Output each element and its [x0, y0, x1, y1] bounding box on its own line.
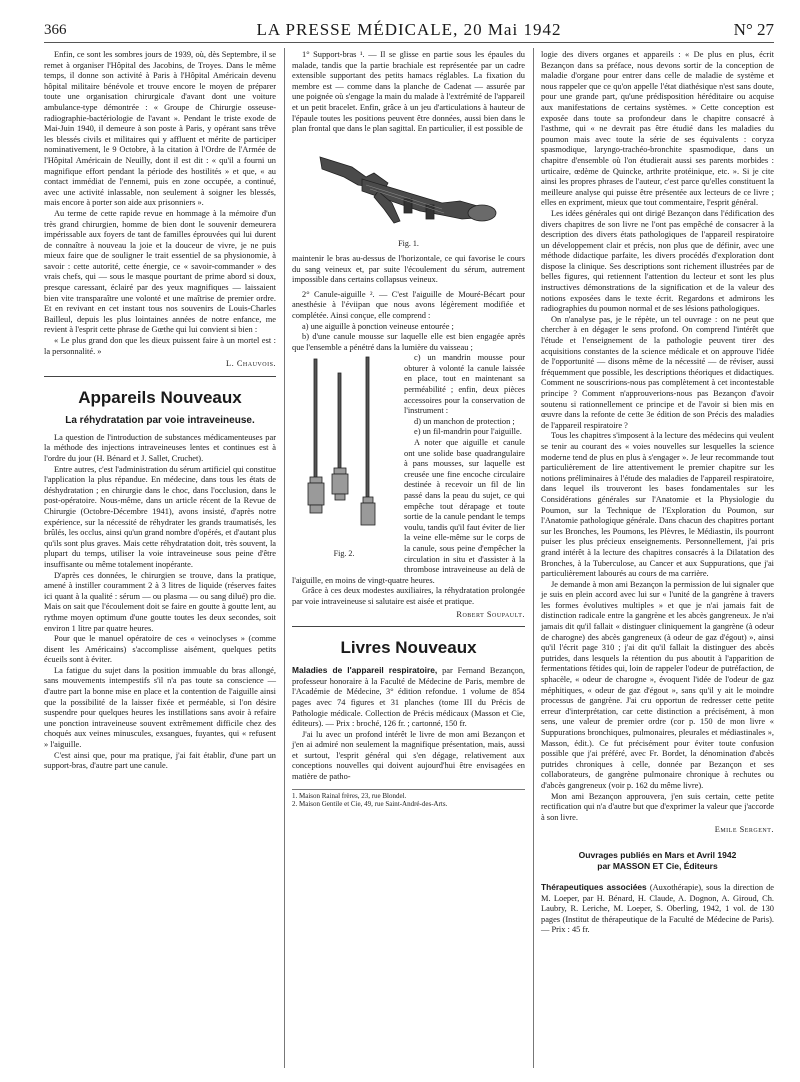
footnote: 2. Maison Gentile et Cie, 49, rue Saint-André-des-Arts.: [292, 800, 448, 809]
review-paragraph: Tous les chapitres s'imposent à la lecture des médecins qui veulent se tenir au courant des « voies nouvelles sur lesquelles la science moderne tend de plus en plus à s'engager ». Je leur recommande tout particulièrement de lire attentivement le premier chapitre sur les notions préliminaires à l'étude des maladies de l'appareil respiratoire, dans lequel ils trouveront les bases fondamentales sur les Considérations générales sur l'Anatomie et la Physiologie du Poumon, sur la Technique de l'Exploration du Poumon, sur l'Anatomie pathologique générale. Dans chacun des chapitres portant sur les Bronches, les Poumons, les Plèvres, le Médiastin, ils pourront puiser les plus précieux enseignements. Personnellement, j'ai pris grand intérêt à la lecture des chapitres consacrés à la Dilatation des Bronches, à la Tuberculose, au Cancer et aux Suppurations, que j'ai particulièrement labourés au cours de ma carrière.: [541, 431, 774, 579]
section-rule: [44, 376, 276, 377]
arm-support-illustration: [292, 139, 525, 234]
article-paragraph: C'est ainsi que, pour ma pratique, j'ai fait établir, d'une part un support-bras, d'autre part une canule.: [44, 750, 276, 771]
obituary-signature: L. Chauvois.: [226, 359, 276, 369]
review-paragraph: Les idées générales qui ont dirigé Bezançon dans l'édification des divers chapitres de son livre ne l'ont pas empêché de consacrer à la description des divers états pathologiques de l'appareil respiratoire un développement clair et précis, non plus que de définir, avec une méthode didactique parfaite, les divers procédés d'exploration dont dispose la clinique. Ses descriptions sont richement illustrées par de belles figures, qui retiennent l'attention du lecteur et sont les plus instructives démonstrations de la signification et de la valeur des notions exposées dans le texte écrit. Regardons et admirons les radiographies du poumon normal et de ses lésions pathologiques.: [541, 208, 774, 314]
canule-details-paragraph: A noter que aiguille et canule ont une solide base quadrangulaire à pans mousses, sur laquelle est creusée une fine encoche circulaire destinée à recevoir un fil de lin passé dans la peau du sujet, ce qui empêche tout dérapage et toute sortie de la canule pendant le temps voulu, tandis qu'il faut éviter de lier la veine elle-même sur le corps de la canule, sous peine d'empêcher la circulation in situ et d'assister à la thrombose intraveineuse au delà de l'aiguille, en moins de vingt-quatre heures.: [292, 438, 525, 585]
obituary-paragraph: Au terme de cette rapide revue en hommage à la mémoire d'un très grand chirurgien, homme de bien dont le souvenir demeurera impérissable aux foyers de tant de familles éprouvées qui lui durent de connaître à nouveau la joie et la douceur de vivre, je ne puis mieux faire que de souligner le trait essentiel de sa physionomie, à savoir : cette autorité, cette énergie, ce « savoir-commander » des vrais chefs, qui — sous le masque pourtant de prime abord si doux, presque caressant, éclairé par des yeux magnifiques — laissaient bien vite transparaître une volonté et une maîtrise de premier ordre. Et en revivant en cet instant tous nos souvenirs de Louis-Charles Bailleul, depuis les plus lointaines années de notre enfance, me revient à l'esprit cette phrase de Gœthe qui lui convient si bien :: [44, 208, 276, 335]
column-2: [292, 50, 525, 809]
needle-cannula-illustration: [292, 353, 396, 543]
component-item-d: d) un manchon de protection ;: [414, 416, 515, 426]
review-paragraph: On n'analyse pas, je le répète, un tel ouvrage : on ne peut que chercher à en dégager le sens profond. On comprend l'intérêt que l'étude et l'enseignement de la pathologie peuvent tirer des acquisitions constantes de la science médicale et on approuve l'idée de l'opportunité — disons même de la nécessité — de réviser, aussi fréquemment que possible, les descriptions théoriques et didactiques. Comment ne souscririons-nous pas complètement à cet incontestable principe ? Comment n'approuverions-nous pas Bezançon d'avoir soutenu si rationnellement ce principe et de l'avoir si bien mis en œuvre dans la refonte de cette 3e édition de son Précis des maladies de l'appareil respiratoire ?: [541, 314, 774, 430]
book-meta: (Auxothérapie), sous la direction de M. Loeper, par H. Bénard, H. Claude, A. Dognon, A. Giroud, Ch. Laubry, R. Leriche, M. Loeper, S. Oberling, 1942, 1 vol. de 130 pages (Institut de thérapeutique de la Faculté de Médecine de Paris). — Prix : 45 fr.: [541, 882, 775, 935]
support-bras-paragraph: 1° Support-bras ¹. — Il se glisse en partie sous les épaules du malade, tandis que la partie brachiale est représentée par un cadre extensible supportant des petits hamacs réglables. La fixation du membre est — comme dans la planche de Cadenat — assurée par une poignée où s'engage la main du malade à l'extrémité de l'appareil et un petit bracelet. Enfin, grâce à un jeu d'articulations à hauteur de l'épaule toutes les positions peuvent être données, aussi bien dans le plan frontal que dans le plan sagittal. En particulier, il est possible de: [292, 50, 525, 134]
issue-number: N° 27: [733, 20, 774, 39]
section-title-livres: Livres Nouveaux: [340, 638, 477, 658]
article-title: La réhydratation par voie intraveineuse.: [65, 414, 255, 426]
review-paragraph: Je demande à mon ami Bezançon la permission de lui signaler que je suis en plein accord avec lui sur « l'unité de la gangrène à travers les formes évolutives multiples » et que je n'ai jamais fait de distinction radicale entre la gangrène et les abcès gangreneux. Je n'ai jamais dit qu'il fallait « distinguer cliniquement la gangrène (à odeur de charogne) des abcès gangreneux (à odeur de gaz d'égout) », ainsi qu'il l'écrit page 310 ; j'ai dit qu'il fallait la distinguer des abcès putrides, dans lesquels la rétention du pus aboutit à l'apparition de fermentations fétides qui, loin de rappeler l'odeur de putréfaction, de sphacèle, « odeur de charogne », évoquent l'idée de l'odeur de gaz méphitiques, « odeur de gaz d'égout », sans qu'il y ait le moindre processus de gangrène. J'ai cru opportun de redresser cette petite erreur d'interprétation, car cette distinction a précisément, à mon sens, une valeur de premier ordre (cor p. 150 de mon livre « Suppurations bronchiques, pulmonaires, pleurales et médiastinales », Masson, édit.). Ce fut précisément pour éviter toute confusion possible que j'ai préféré, avec Fr. Bordet, la dénomination d'abcès putrides chroniques à celle, donnée par Bezançon et ses collaborateurs, de gangrène pulmonaire chronique à rechutes ou d'abcès gangreneux (voir p. 162 du même livre).: [541, 579, 774, 790]
book-entry: [292, 665, 525, 730]
component-item-e: e) un fil-mandrin pour l'aiguille.: [414, 427, 522, 437]
article-paragraph: D'après ces données, le chirurgien se trouve, dans la pratique, amené à instiller couramment 2 à 3 litres de liquide (réserves faites ici quant à la qualité : sérum — ou plasma — ou sang dilué) pro die. Mais on sait que l'écoulement doit se faire en goutte à goutte lent, au rythme moyen optimum d'une goutte toutes les deux secondes, soit environ 1 litre par quatre heures.: [44, 570, 276, 633]
article-signature: Robert Soupault.: [456, 609, 525, 619]
figure-1-caption: Fig. 1.: [398, 239, 419, 249]
canule-aiguille-paragraph: 2° Canule-aiguille ². — C'est l'aiguille de Mouré-Bécart pour anesthésie à l'éviipan que nous avons légèrement modifiée et complétée. Ainsi conçue, elle comprend :: [292, 289, 525, 320]
column-1: [44, 50, 276, 772]
journal-title: LA PRESSE MÉDICALE, 20 Mai 1942: [256, 20, 562, 39]
publisher-note: [541, 850, 774, 872]
book-meta: par Fernand Bezançon, professeur honoraire à la Faculté de Médecine de Paris, membre de l'Académie de Médecine, 3° édition refondue. 1 volume de 854 pages avec 74 figures et 31 planches (tome III du Précis de Pathologie médicale. Collection de Précis médicaux (Masson et Cie, éditeurs). — Prix : broché, 126 fr. ; cartonné, 150 fr.: [292, 666, 526, 729]
newspaper-page: [44, 0, 774, 1082]
figure-2-needle-cannula: [292, 353, 396, 563]
book-title: Thérapeutiques associées: [541, 881, 647, 892]
book-review-paragraph: J'ai lu avec un profond intérêt le livre de mon ami Bezançon et j'en ai admiré non seulement la magnifique présentation, mais, aussi et surtout, l'esprit général qui s'en dégage, relativement aux conceptions nouvelles qui doivent aujourd'hui être envisagées en matière de patho-: [292, 729, 525, 782]
section-title-appareils: Appareils Nouveaux: [78, 387, 242, 407]
figure-2-caption: Fig. 2.: [333, 548, 355, 558]
figure-1-arm-support: [292, 139, 525, 250]
article-paragraph: Pour que le manuel opératoire de ces « veinoclyses » (comme disent les Américains) s'accomplisse aisément, quelques petits écueils sont à éviter.: [44, 634, 276, 665]
publisher-note-line: par MASSON ET Cie, Éditeurs: [597, 860, 718, 871]
review-paragraph: logie des divers organes et appareils : « De plus en plus, écrit Bezançon dans sa préface, nous devons sortir de la conception de maladie d'organe pour entrer dans celle de maladie de système et nous rappeler que ce qu'on appelle l'état diathésique n'est sans doute, pour une grande part, qu'une prédisposition héréditaire ou acquise aux manifestations de certains systèmes. » Cette conception est exposée dans toute sa profondeur dans le chapitre consacré à l'asthme, qui « ne devrait pas être étudié dans les maladies du poumon mais avec toute la série de ses équivalents : coryza spasmodique, laryngo-trachéo-bronchite spasmodique, dans un chapitre d'ensemble où l'on étudierait aussi ses parents morbides : urticaire, œdème de Quincke, arthrite protéinique, etc. ». Si je cite ainsi les propres phrases de l'auteur, c'est parce qu'elles constituent la meilleure analyse qui puisse être présentée aux lecteurs de ce livre ; elles en expriment, mieux que tout commentaire, l'esprit général.: [541, 50, 774, 208]
article-paragraph: La fatigue du sujet dans la position immuable du bras allongé, sans mouvements intempestifs s'il n'a pas toute sa conscience — d'autre part la bonne mise en place et la contention de l'aiguille ainsi que la possibilité de la laisser fixée et perméable, si l'on désire suspendre pour quelques heures les instillations sans avoir à refaire une ponction intraveineuse souvent extrêmement difficile chez des choqués aux veines minuscules, exsangues, fuyantes, qui « refusent » l'aiguille.: [44, 665, 276, 750]
component-item-c: c) un mandrin mousse pour obturer à volonté la canule laissée en place, tout en maintenant sa perméabilité ; enfin, deux pièces accessoires pour la conservation de l'instrument :: [404, 353, 525, 416]
column-divider: [533, 48, 534, 1068]
quote-paragraph: « Le plus grand don que les dieux puissent faire à un mortel est : la personnalité. »: [44, 336, 276, 356]
conclusion-paragraph: Grâce à ces deux modestes auxiliaires, la réhydratation prolongée par voie intraveineuse si salutaire est aisée et pratique.: [292, 586, 525, 606]
footnote: 1. Maison Rainal frères, 23, rue Blondel.: [292, 791, 407, 800]
component-item-b: b) d'une canule mousse sur laquelle elle est bien engagée après que l'ensemble a pénétré dans la lumière du vaisseau ;: [292, 332, 525, 352]
component-item-a: a) une aiguille à ponction veineuse entourée ;: [302, 321, 454, 331]
support-bras-paragraph-cont: maintenir le bras au-dessus de l'horizontale, ce qui favorise le cours du sang veineux et, par suite l'écoulement du sérum, autrement impossible dans certains collapsus veineux.: [292, 253, 525, 285]
review-signature: Emile Sergent.: [714, 825, 774, 835]
section-rule: [292, 626, 525, 627]
publisher-note-line: Ouvrages publiés en Mars et Avril 1942: [578, 849, 737, 860]
page-header: [44, 20, 774, 43]
article-paragraph: La question de l'introduction de substances médicamenteuses par la méthode des injections intraveineuses lentes et continues est à l'ordre du jour (H. Bénard et J. Sallet, Cruchet).: [44, 432, 276, 463]
page-number: 366: [44, 22, 67, 38]
obituary-paragraph: Enfin, ce sont les sombres jours de 1939, où, dès Septembre, il se remet à organiser l'Hôpital des Jacobins, de Troyes. Dans le même temps, il donne son activité à Paris à l'Hôpital Américain devenu hôpital militaire bénévole et trouve encore le moyen de préparer toute une organisation chirurgicale d'avant dont une voiture ambulance-type démontrée : « Groupe de Chirurgie osseuse-radiographie-bactériologie de l'avant ». Pendant le triste exode de Mai-Juin 1940, il demeure à son poste à Paris, y opérant sans trêve les blessés civils et militaires qui y affluent et mérite de participer nominativement, le 9 Octobre, à la citation à l'Ordre de l'Armée de l'Hôpital Américain de Neuilly, dont il est dit : « qu'il a fourni un magnifique effort pendant la période des hostilités » et que, « au contact immédiat de l'ennemi, puis en zone occupée, a continué, avec une activité inlassable, non seulement à soigner les blessés, mais encore à porter son aide aux prisonniers ».: [44, 50, 276, 208]
column-divider: [284, 48, 285, 1068]
article-paragraph: Entre autres, c'est l'administration du sérum artificiel qui constitue l'application la plus répandue. En médecine, dans tous les états de déshydratation ; en chirurgie dans le choc, dans l'occlusion, dans le post-opératoire. Nous-même, dans un article récent de la Revue de Chirurgie (Octobre-Décembre 1941), avons insisté, d'après notre expérience, sur la nécessité de réhydrater les grands traumatisés, les brûlés, les occlus, ainsi qu'un grand nombre d'opérés, et d'autant plus qu'ils sont plus graves. Mais cette réhydratation doit, très souvent, la plupart du temps, utiliser la voie intraveineuse sous peine d'être insuffisante ou même totalement inopérante.: [44, 464, 276, 569]
review-paragraph: Mon ami Bezançon approuvera, j'en suis certain, cette petite rectification qui n'a d'autre but que d'exprimer la valeur que j'accorde à son livre.: [541, 791, 774, 822]
column-3: [541, 50, 774, 936]
footnotes: [292, 789, 525, 809]
book-title: Maladies de l'appareil respiratoire,: [292, 665, 438, 676]
book-entry: [541, 882, 774, 936]
